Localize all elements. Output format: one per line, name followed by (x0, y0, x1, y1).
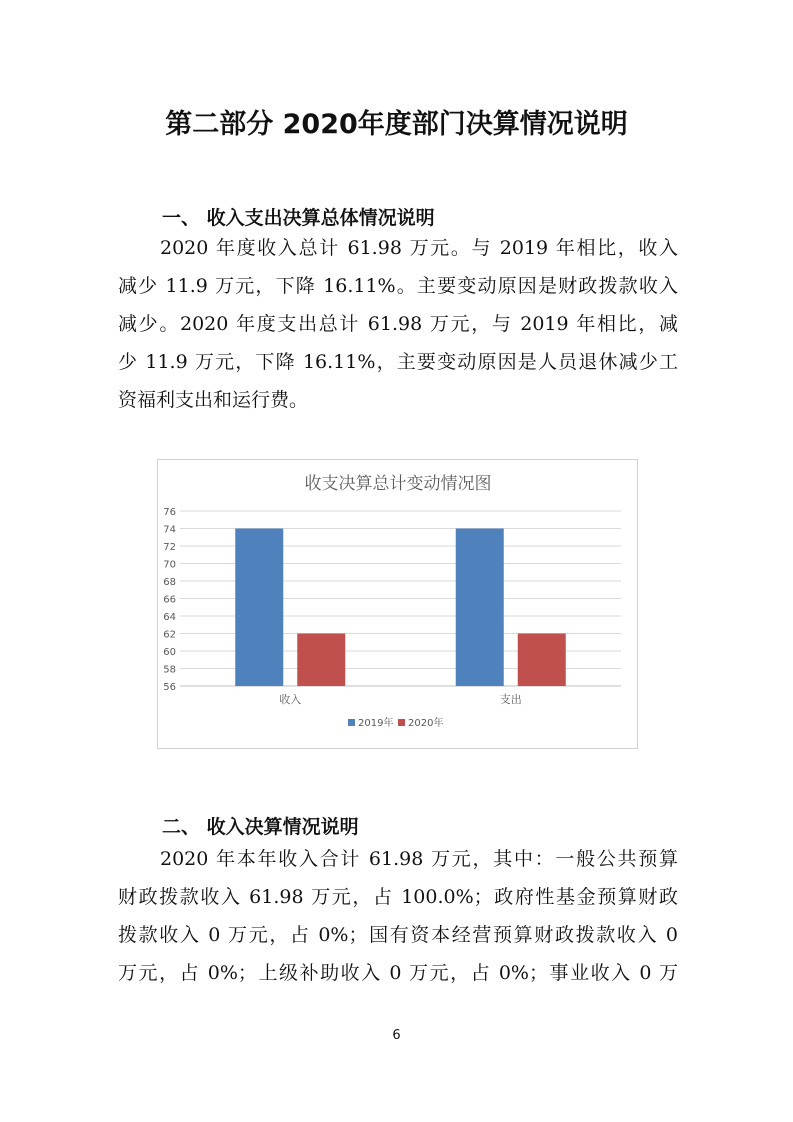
x-category-label: 支出 (499, 693, 522, 706)
y-tick-label: 56 (163, 682, 176, 693)
section-2-paragraph (118, 840, 678, 992)
bar-a (456, 529, 504, 687)
legend-label: 2020年 (408, 718, 444, 729)
y-tick-label: 58 (163, 664, 176, 676)
legend-label: 2019年 (358, 718, 394, 729)
chart-title: 收支决算总计变动情况图 (304, 474, 492, 494)
paragraph-line: 拨款收入 0 万元，占 0%；国有资本经营预算财政拨款收入 0 (118, 924, 678, 946)
paragraph-line: 2020 年度收入总计 61.98 万元。与 2019 年相比，收入 (160, 237, 678, 259)
section-heading-1: 一、 收入支出决算总体情况说明 (162, 207, 435, 229)
y-tick-label: 66 (163, 594, 176, 606)
bar-b (297, 634, 345, 687)
bar-b (518, 634, 566, 687)
bar-chart (157, 459, 638, 749)
paragraph-line: 2020 年本年收入合计 61.98 万元，其中：一般公共预算 (160, 848, 678, 870)
y-tick-label: 64 (163, 612, 176, 623)
legend-swatch (348, 719, 355, 726)
y-tick-label: 60 (163, 647, 176, 658)
y-tick-label: 68 (163, 577, 176, 588)
bar-a (235, 529, 283, 687)
chart-canvas (158, 460, 637, 748)
page-title: 第二部分 2020年度部门决算情况说明 (165, 109, 628, 140)
y-tick-label: 70 (163, 559, 176, 571)
x-category-label: 收入 (279, 693, 302, 706)
section-1-paragraph (118, 229, 678, 419)
y-tick-label: 74 (163, 524, 176, 536)
paragraph-line: 少 11.9 万元，下降 16.11%，主要变动原因是人员退休减少工 (118, 351, 678, 373)
paragraph-line: 减少 11.9 万元，下降 16.11%。主要变动原因是财政拨款收入 (118, 275, 678, 297)
paragraph-line: 万元，占 0%；上级补助收入 0 万元，占 0%；事业收入 0 万 (118, 962, 678, 984)
paragraph-line: 减少。2020 年度支出总计 61.98 万元，与 2019 年相比，减 (118, 313, 678, 335)
paragraph-line: 财政拨款收入 61.98 万元，占 100.0%；政府性基金预算财政 (118, 886, 678, 908)
y-tick-label: 76 (163, 507, 176, 518)
page-number: 6 (392, 1028, 401, 1043)
y-tick-label: 72 (163, 542, 176, 553)
paragraph-line: 资福利支出和运行费。 (118, 389, 309, 411)
section-heading-2: 二、 收入决算情况说明 (162, 816, 359, 838)
y-tick-label: 62 (163, 629, 176, 641)
legend-swatch (398, 719, 405, 726)
